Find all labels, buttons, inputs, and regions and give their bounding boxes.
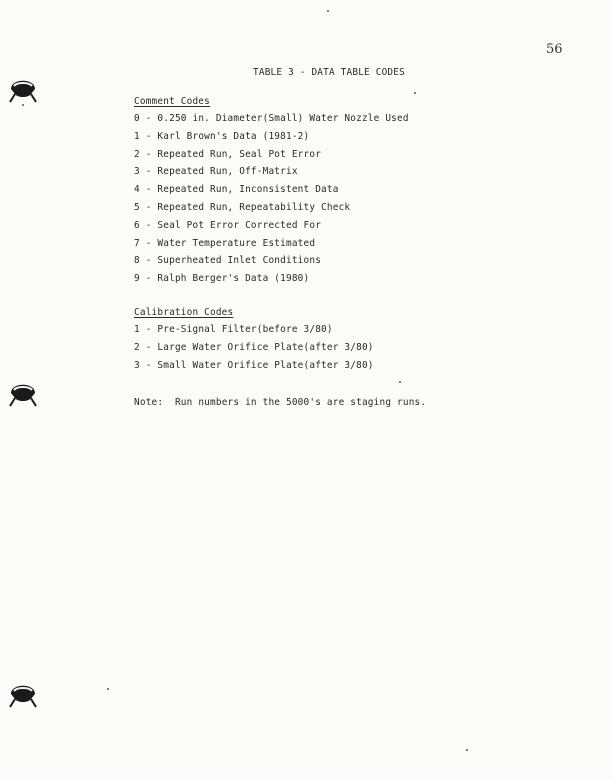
code-line [134,110,409,128]
scan-speck [107,688,109,690]
calibration-codes-list [134,321,374,374]
code-description: Small Water Orifice Plate(after 3/80) [157,359,374,371]
code-separator: - [139,273,158,285]
code-line [134,339,374,357]
code-separator: - [139,201,158,213]
code-line [134,217,409,235]
code-number: 3 [134,166,140,178]
calibration-codes-heading: Calibration Codes [134,307,234,318]
code-description: Ralph Berger's Data (1980) [157,273,310,285]
code-description: 0.250 in. Diameter(Small) Water Nozzle Used [157,113,409,124]
code-separator: - [139,237,158,249]
scan-speck [399,381,401,383]
code-number: 5 [134,201,140,213]
scan-speck [22,104,24,106]
code-line [134,357,374,375]
code-description: Repeated Run, Inconsistent Data [157,184,339,196]
code-description: Large Water Orifice Plate(after 3/80) [157,341,374,353]
code-line [134,270,409,288]
code-line [134,181,409,199]
code-separator: - [139,166,158,178]
note [134,397,426,408]
code-description: Karl Brown's Data (1981-2) [157,130,310,142]
code-line [134,128,409,146]
code-number: 9 [134,273,140,285]
code-number: 1 [134,130,140,142]
code-number: 2 [134,341,140,353]
comment-codes-heading: Comment Codes [134,96,210,107]
code-separator: - [139,148,158,160]
code-separator: - [139,324,158,335]
scan-speck [414,92,416,94]
code-separator: - [139,113,158,124]
code-line [134,146,409,164]
code-line [134,321,374,339]
code-separator: - [139,359,158,371]
code-description: Seal Pot Error Corrected For [157,219,322,231]
code-separator: - [139,184,158,196]
code-description: Repeated Run, Repeatability Check [157,201,351,213]
note-text: Run numbers in the 5000's are staging runs. [174,397,427,408]
code-number: 0 [134,113,140,124]
scan-speck [466,749,468,751]
code-line [134,235,409,253]
code-number: 2 [134,148,140,160]
code-number: 8 [134,255,140,267]
scan-speck [327,10,329,12]
code-description: Superheated Inlet Conditions [157,255,322,267]
table-title: TABLE 3 - DATA TABLE CODES [253,67,405,78]
code-separator: - [139,219,158,231]
code-separator: - [139,130,158,142]
binder-hole-icon [6,677,40,711]
code-number: 7 [134,237,140,249]
code-description: Repeated Run, Off-Matrix [157,166,298,178]
code-number: 6 [134,219,140,231]
code-number: 3 [134,359,140,371]
code-description: Repeated Run, Seal Pot Error [157,148,322,160]
code-number: 1 [134,324,140,335]
note-label: Note: [134,397,164,408]
binder-hole-icon [6,376,40,410]
calibration-codes-section [134,304,374,374]
code-separator: - [139,341,158,353]
code-line [134,163,409,181]
code-separator: - [139,255,158,267]
comment-codes-list [134,110,409,288]
code-description: Water Temperature Estimated [157,237,316,249]
code-line [134,199,409,217]
code-description: Pre-Signal Filter(before 3/80) [157,324,333,335]
binder-hole-icon [6,72,40,106]
comment-codes-section [134,93,409,288]
page-number: 56 [546,42,563,57]
code-line [134,252,409,270]
code-number: 4 [134,184,140,196]
